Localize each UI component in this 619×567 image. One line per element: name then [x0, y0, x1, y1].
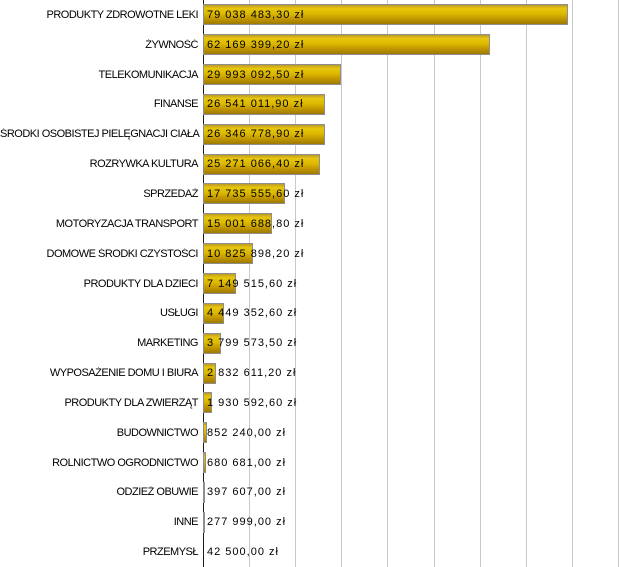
chart-row: [0, 30, 619, 60]
value-label: 15 001 688,80 zł: [207, 217, 305, 230]
chart-row: [0, 448, 619, 478]
category-label: SPRZEDAŻ: [143, 187, 198, 200]
value-label: 10 825 898,20 zł: [207, 247, 305, 260]
category-label: INNE: [173, 516, 198, 529]
category-label: FINANSE: [153, 98, 198, 111]
value-label: 26 346 778,90 zł: [207, 128, 305, 141]
category-label: WYPOSAŻENIE DOMU I BIURA: [49, 367, 198, 380]
bar: [203, 452, 206, 473]
chart-row: [0, 269, 619, 299]
value-label: 17 735 555,60 zł: [207, 187, 305, 200]
chart-row: [0, 179, 619, 209]
bar-area: [203, 358, 619, 388]
category-label: BUDOWNICTWO: [116, 426, 198, 439]
bar: [203, 512, 205, 533]
category-label: ROLNICTWO OGRODNICTWO: [52, 456, 198, 469]
bar: [203, 482, 205, 503]
bar-area: [203, 60, 619, 90]
chart-row: [0, 60, 619, 90]
bar-area: [203, 269, 619, 299]
category-label: MARKETING: [137, 337, 198, 350]
bar-area: [203, 298, 619, 328]
value-label: 277 999,00 zł: [207, 516, 287, 529]
chart-row: [0, 418, 619, 448]
chart-row: [0, 328, 619, 358]
bar-area: [203, 209, 619, 239]
chart-row: [0, 119, 619, 149]
chart-row: [0, 239, 619, 269]
value-label: 26 541 011,90 zł: [207, 98, 304, 111]
bar-area: [203, 0, 619, 30]
bar-area: [203, 119, 619, 149]
chart-row: [0, 149, 619, 179]
category-label: DOMOWE ŚRODKI CZYSTOŚCI: [46, 247, 198, 260]
category-label: ODZIEŻ OBUWIE: [116, 486, 198, 499]
value-label: 4 449 352,60 zł: [207, 307, 298, 320]
value-label: 79 038 483,30 zł: [207, 8, 305, 21]
bar-area: [203, 149, 619, 179]
category-label: ROZRYWKA KULTURA: [89, 158, 198, 171]
bar-area: [203, 239, 619, 269]
chart-row: [0, 209, 619, 239]
chart-row: [0, 537, 619, 567]
value-label: 62 169 399,20 zł: [207, 38, 305, 51]
bar-area: [203, 537, 619, 567]
bar-area: [203, 388, 619, 418]
value-label: 852 240,00 zł: [207, 426, 287, 439]
value-label: 7 149 515,60 zł: [207, 277, 298, 290]
value-label: 2 832 611,20 zł: [207, 367, 297, 380]
bar-area: [203, 328, 619, 358]
category-label: USŁUGI: [160, 307, 198, 320]
category-label: PRODUKTY DLA ZWIERZĄT: [64, 396, 198, 409]
value-label: 3 799 573,50 zł: [207, 337, 298, 350]
bar-area: [203, 507, 619, 537]
value-label: 680 681,00 zł: [207, 456, 287, 469]
chart-row: [0, 90, 619, 120]
category-label: ŻYWNOŚĆ: [145, 38, 198, 51]
value-label: 29 993 092,50 zł: [207, 68, 305, 81]
value-label: 25 271 066,40 zł: [207, 158, 305, 171]
chart-row: [0, 388, 619, 418]
category-label: PRODUKTY DLA DZIECI: [83, 277, 198, 290]
value-label: 397 607,00 zł: [207, 486, 287, 499]
chart-row: [0, 358, 619, 388]
chart-row: [0, 298, 619, 328]
chart-row: [0, 0, 619, 30]
category-label: TELEKOMUNIKACJA: [98, 68, 198, 81]
bar-area: [203, 448, 619, 478]
category-label: ŚRODKI OSOBISTEJ PIELĘGNACJI CIAŁA: [0, 128, 200, 141]
bar-area: [203, 418, 619, 448]
chart-row: [0, 478, 619, 508]
bar-area: [203, 90, 619, 120]
category-label: PRODUKTY ZDROWOTNE LEKI: [46, 8, 198, 21]
bar-area: [203, 179, 619, 209]
value-label: 1 930 592,60 zł: [207, 396, 298, 409]
category-label: PRZEMYSŁ: [142, 546, 198, 559]
category-label: MOTORYZACJA TRANSPORT: [55, 217, 198, 230]
bar-area: [203, 478, 619, 508]
chart-row: [0, 507, 619, 537]
value-label: 42 500,00 zł: [207, 546, 279, 559]
bar-area: [203, 30, 619, 60]
